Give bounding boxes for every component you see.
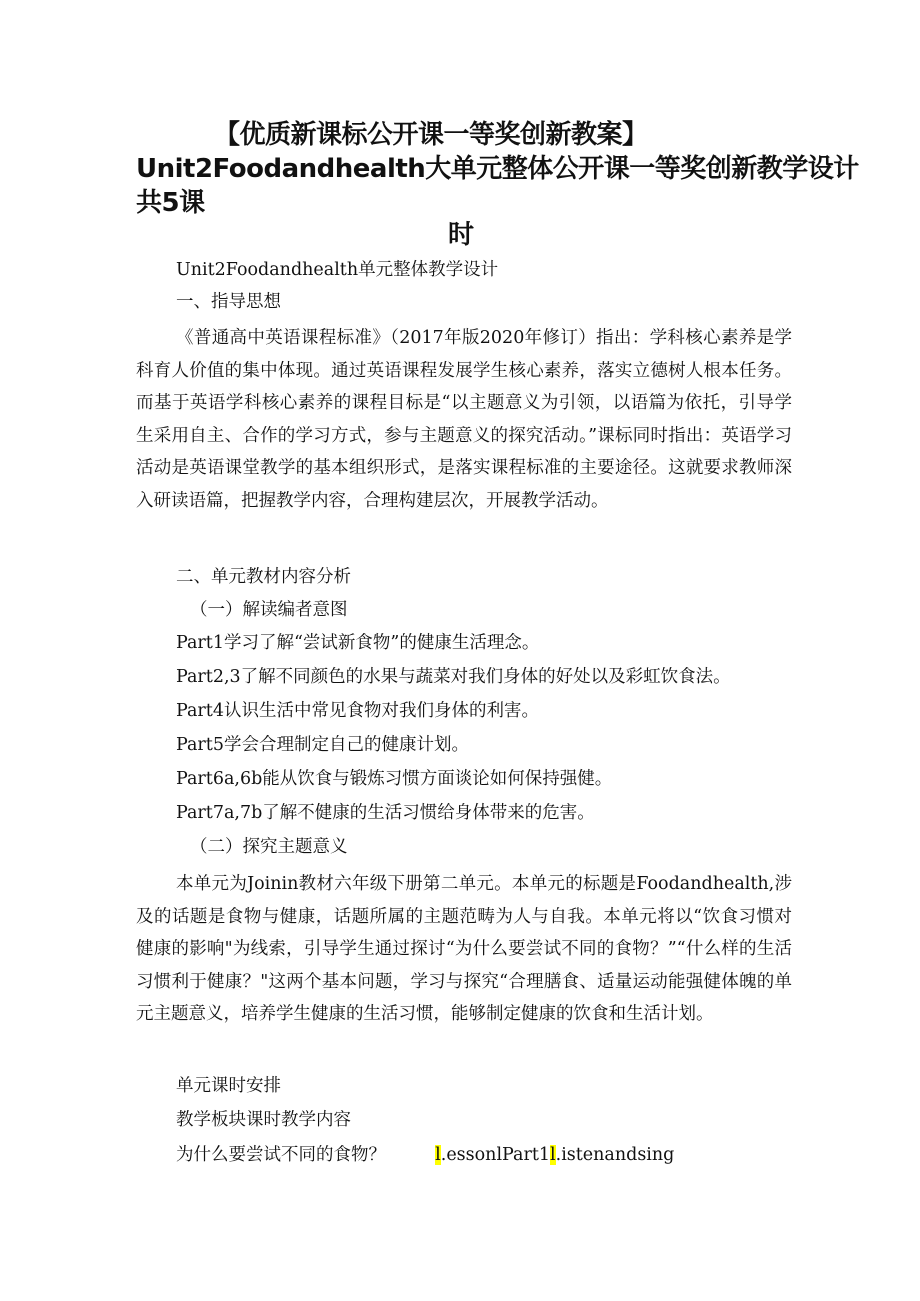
schedule-row-1-activity: .istenandsing [555, 1145, 675, 1165]
schedule-heading: 单元课时安排 [176, 1076, 281, 1096]
part-item-3: Part4认识生活中常见食物对我们身体的利害。 [176, 701, 539, 721]
section-heading-content-analysis: 二、单元教材内容分析 [176, 567, 351, 587]
document-title-line-1: 【优质新课标公开课一等奖创新教案】 [214, 120, 648, 150]
subheading-editor-intent: （一）解读编者意图 [190, 600, 348, 620]
part-item-4: Part5学会合理制定自己的健康计划。 [176, 735, 469, 755]
schedule-row-1-lesson: .essonlPart1 [440, 1145, 551, 1165]
unit-design-title: Unit2Foodandhealth单元整体教学设计 [176, 260, 499, 280]
document-title-line-2: Unit2Foodandhealth大单元整体公开课一等奖创新教学设计 [136, 154, 859, 184]
part-item-1: Part1学习了解“尝试新食物”的健康生活理念。 [176, 633, 540, 653]
theme-meaning-paragraph: 本单元为Joinin教材六年级下册第二单元。本单元的标题是Foodandhealth,涉及的话题是食物与健康，话题所属的主题范畴为人与自我。本单元将以“饮食习惯对健康的影响"为线索，引导学生通过探讨“为什么要尝试不同的食物？”“什么样的生活习惯利于健康？"这两个基本问题，学习与探究“合理膳食、适量运动能强健体魄的单元主题意义，培养学生健康的生活习惯，能够制定健康的饮食和生活计划。 [136, 874, 792, 1024]
section-heading-guiding-ideology: 一、指导思想 [176, 292, 281, 312]
schedule-row-1-question: 为什么要尝试不同的食物？ [176, 1145, 386, 1165]
guiding-ideology-paragraph: 《普通高中英语课程标准》（2017年版2020年修订）指出：学科核心素养是学科育人价值的集中体现。通过英语课程发展学生核心素养，落实立德树人根本任务。而基于英语学科核心素养的课程目标是“以主题意义为引领，以语篇为依托，引导学生采用自主、合作的学习方式，参与主题意义的探究活动。”课标同时指出：英语学习活动是英语课堂教学的基本组织形式，是落实课程标准的主要途径。这就要求教师深入研读语篇，把握教学内容，合理构建层次，开展教学活动。 [136, 328, 792, 511]
document-title-line-3: 共5课 [136, 188, 205, 218]
part-item-5: Part6a,6b能从饮食与锻炼习惯方面谈论如何保持强健。 [176, 769, 613, 789]
document-title-line-4: 时 [448, 220, 474, 250]
subheading-theme-meaning: （二）探究主题意义 [190, 837, 348, 857]
schedule-row-1 [176, 1143, 674, 1167]
part-item-2: Part2,3了解不同颜色的水果与蔬菜对我们身体的好处以及彩虹饮食法。 [176, 667, 731, 687]
highlighted-char: l [435, 1145, 441, 1165]
part-item-6: Part7a,7b了解不健康的生活习惯给身体带来的危害。 [176, 803, 595, 823]
highlighted-char: l [550, 1145, 556, 1165]
schedule-columns: 教学板块课时教学内容 [176, 1110, 351, 1130]
